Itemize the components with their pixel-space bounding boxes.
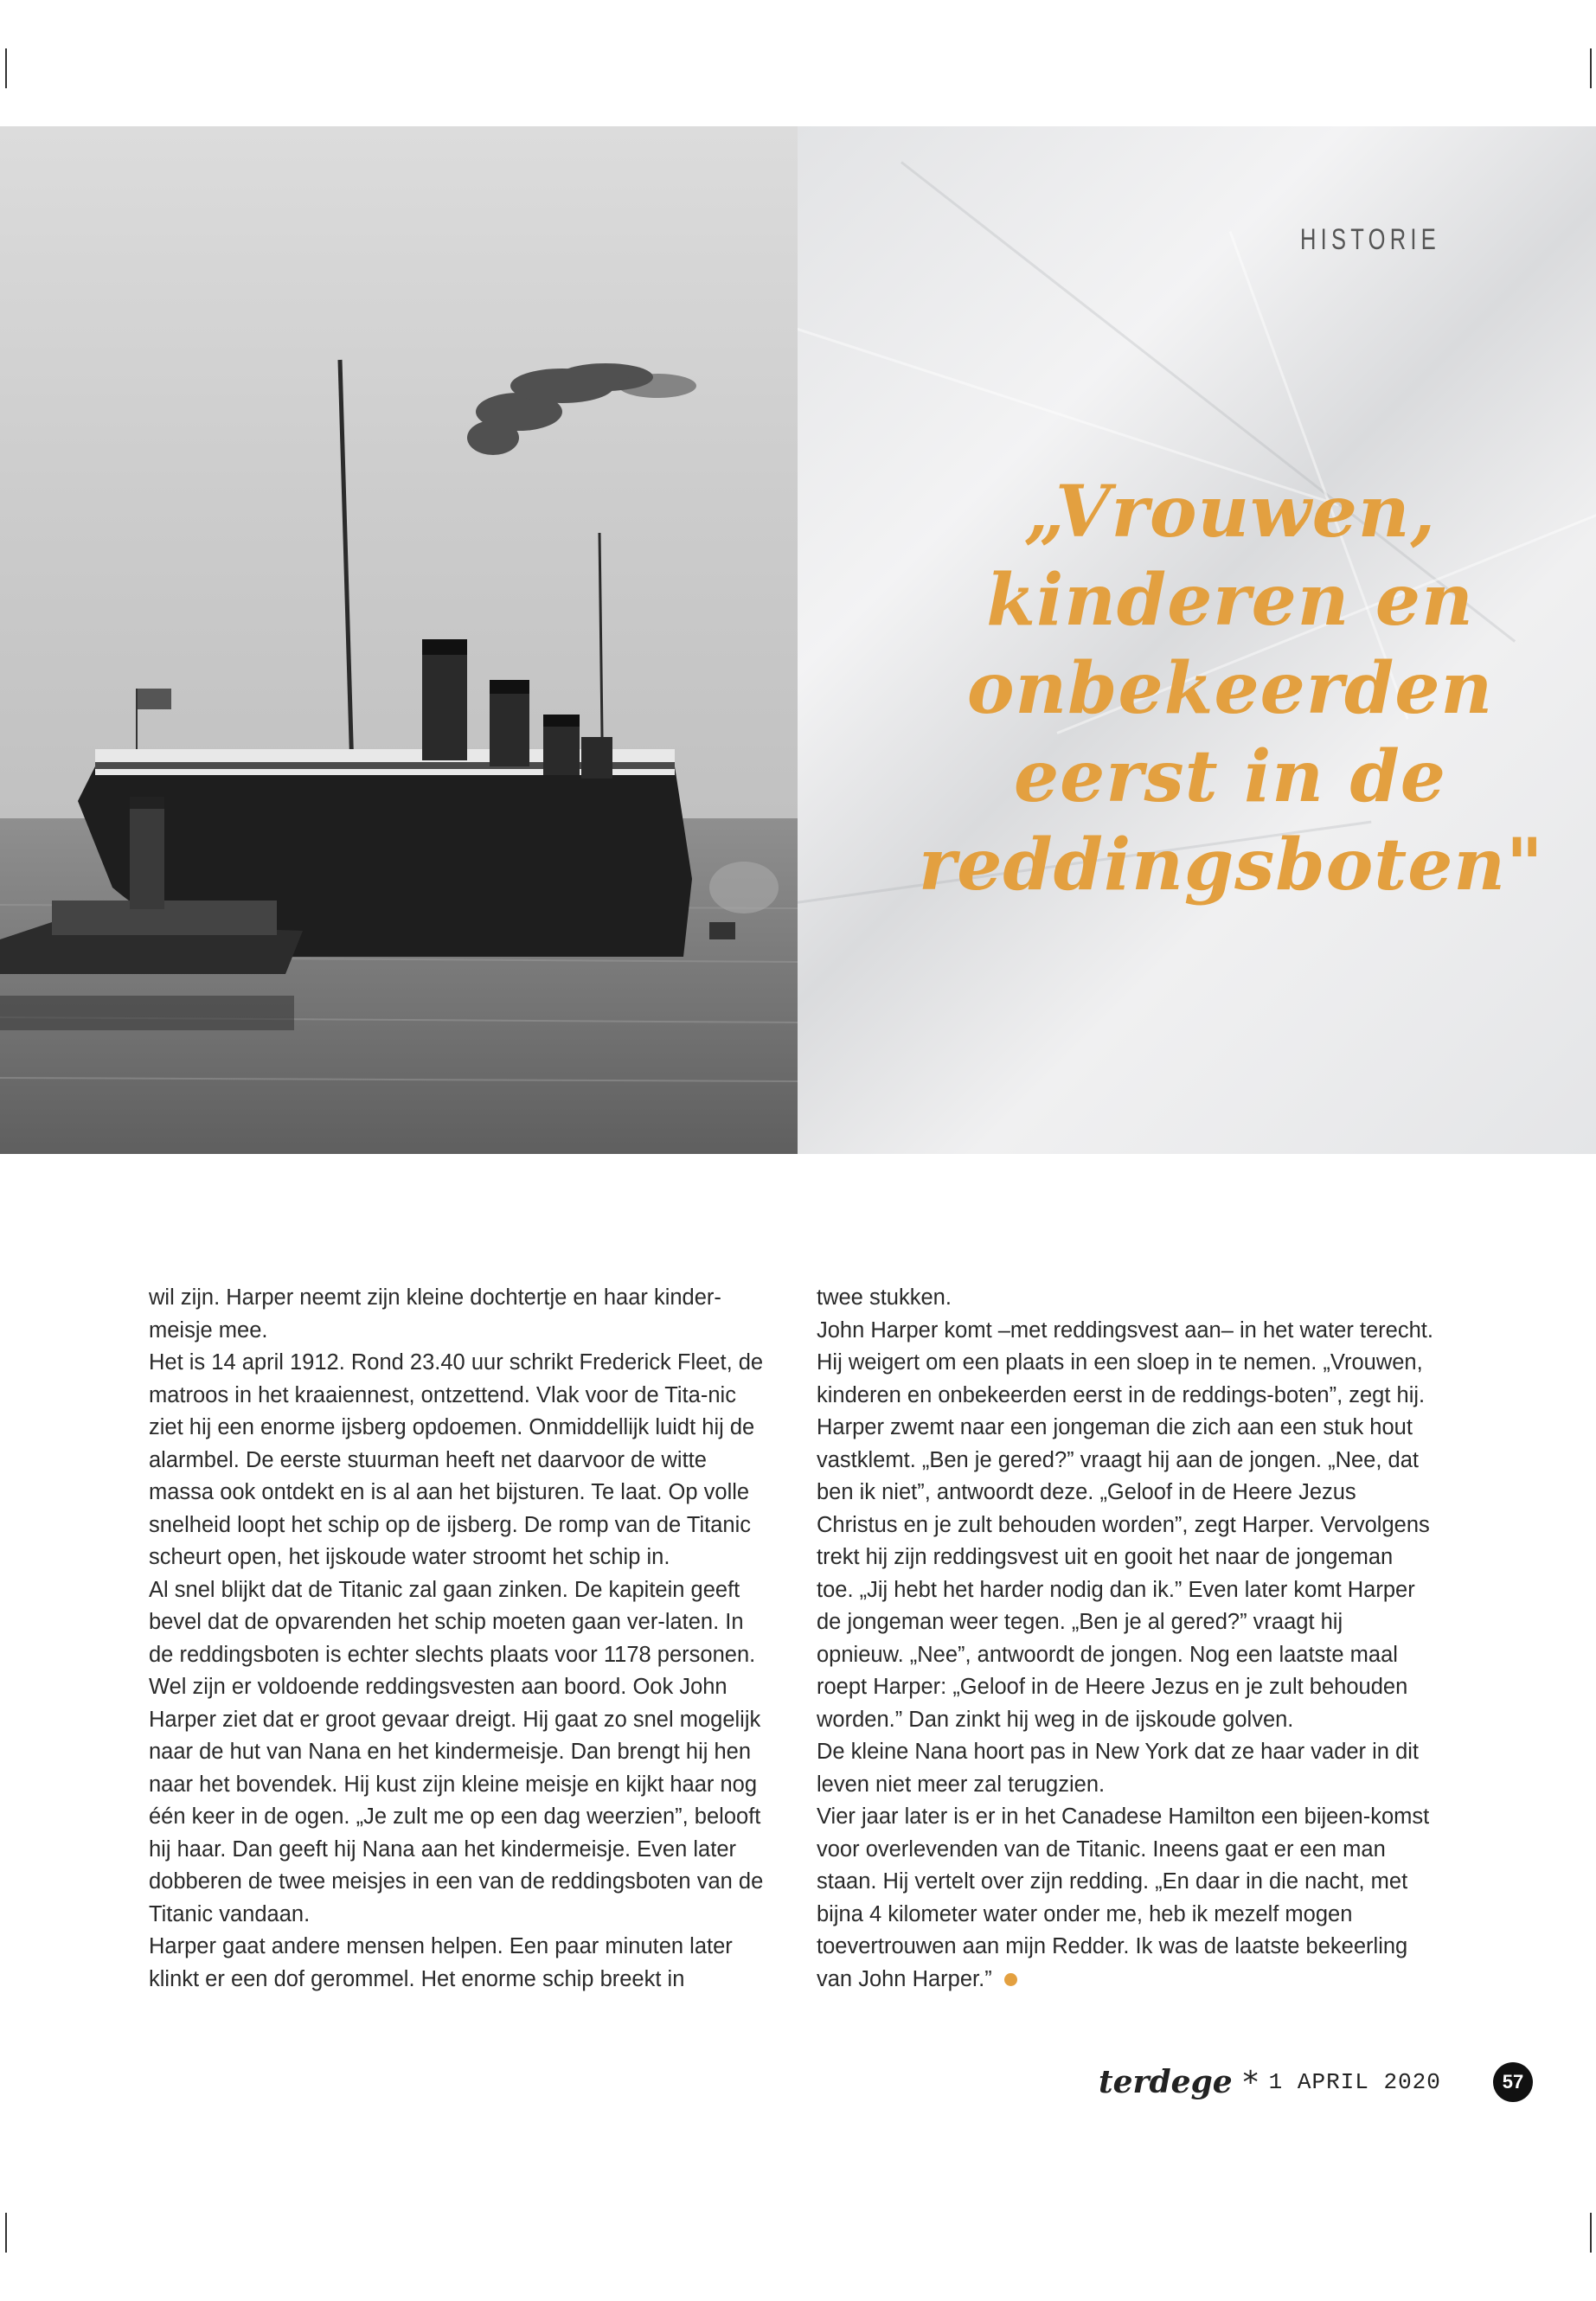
section-label: HISTORIE [1300,223,1440,256]
paragraph: Het is 14 april 1912. Rond 23.40 uur schrikt Frederick Fleet, de matroos in het kraaiennest, ontzettend. Vlak voor de Tita-nic ziet hij een enorme ijsberg opdoemen. Onmiddellijk luidt hij de alarmbel. De eerste stuurman heeft net daarvoor de witte massa ook ontdekt en is al aan het bijsturen. Te laat. Op volle snelheid loopt het schip op de ijsberg. De romp van de Titanic scheurt open, het ijskoude water stroomt het schip in. [149,1350,764,1569]
paragraph [817,1801,1435,1996]
paragraph: wil zijn. Harper neemt zijn kleine dochtertje en haar kinder-meisje mee. [149,1285,721,1343]
crop-mark-top-left [5,48,7,88]
hero-spread [0,126,1596,1154]
titanic-photo [0,126,798,1154]
issue-date: 1 APRIL 2020 [1268,2069,1441,2095]
magazine-brand: terdege [1099,2064,1233,2100]
article-column-left [149,1282,767,1996]
headline-quote: „Vrouwen, kinderen en onbekeerden eerst in de reddingsboten" [919,471,1544,907]
paragraph: John Harper komt –met reddingsvest aan– in het water terecht. Hij weigert om een plaats in een sloep in te nemen. „Vrouwen, kinderen en onbekeerden eerst in de reddings-boten”, zegt hij. Harper zwemt naar een jongeman die zich aan een stuk hout vastklemt. „Ben je gered?” vraagt hij aan de jongen. „Nee, dat ben ik niet”, antwoordt deze. „Geloof in de Heere Jezus Christus en je zult behouden worden”, zegt Harper. Vervolgens trekt hij zijn reddingsvest uit en gooit het naar de jongeman toe. „Jij hebt het harder nodig dan ik.” Even later komt Harper de jongeman weer tegen. „Ben je al gered?” vraagt hij opnieuw. „Nee”, antwoordt de jongen. Nog een laatste maal roept Harper: „Geloof in de Heere Jezus en je zult behouden worden.” Dan zinkt hij weg in de ijskoude golven. [817,1317,1433,1732]
page-footer [1099,2061,1441,2104]
paragraph-text: Vier jaar later is er in het Canadese Hamilton een bijeen-komst voor overlevenden van de Titanic. Ineens gaat er een man staan. Hij vertelt over zijn redding. „En daar in die nacht, met bijna 4 kilometer water onder me, heb ik mezelf mogen toevertrouwen aan mijn Redder. Ik was de laatste bekeerling van John Harper.” [817,1804,1430,1991]
article-column-right [817,1282,1435,1996]
page-number: 57 [1493,2062,1533,2102]
crop-mark-bottom-right [1590,2213,1592,2253]
footer-separator: * [1242,2064,1259,2100]
titanic-ship-illustration [0,126,798,1154]
paragraph: De kleine Nana hoort pas in New York dat ze haar vader in dit leven niet meer zal terugzien. [817,1740,1419,1797]
article-end-mark [1004,1973,1017,1986]
crop-mark-top-right [1590,48,1592,88]
paragraph: twee stukken. [817,1285,952,1310]
paragraph: Harper gaat andere mensen helpen. Een paar minuten later klinkt er een dof gerommel. Het enorme schip breekt in [149,1934,733,1991]
paragraph: Al snel blijkt dat de Titanic zal gaan zinken. De kapitein geeft bevel dat de opvarenden het schip moeten gaan ver-laten. In de reddingsboten is echter slechts plaats voor 1178 personen. Wel zijn er voldoende reddingsvesten aan boord. Ook John Harper ziet dat er groot gevaar dreigt. Hij gaat zo snel mogelijk naar de hut van Nana en het kindermeisje. Dan brengt hij hen naar het bovendek. Hij kust zijn kleine meisje en kijkt haar nog één keer in de ogen. „Je zult me op een dag weerzien”, belooft hij haar. Dan geeft hij Nana aan het kindermeisje. Even later dobberen de twee meisjes in een van de reddingsboten van de Titanic vandaan. [149,1577,764,1926]
crumpled-paper-panel [798,126,1596,1154]
crop-mark-bottom-left [5,2213,7,2253]
